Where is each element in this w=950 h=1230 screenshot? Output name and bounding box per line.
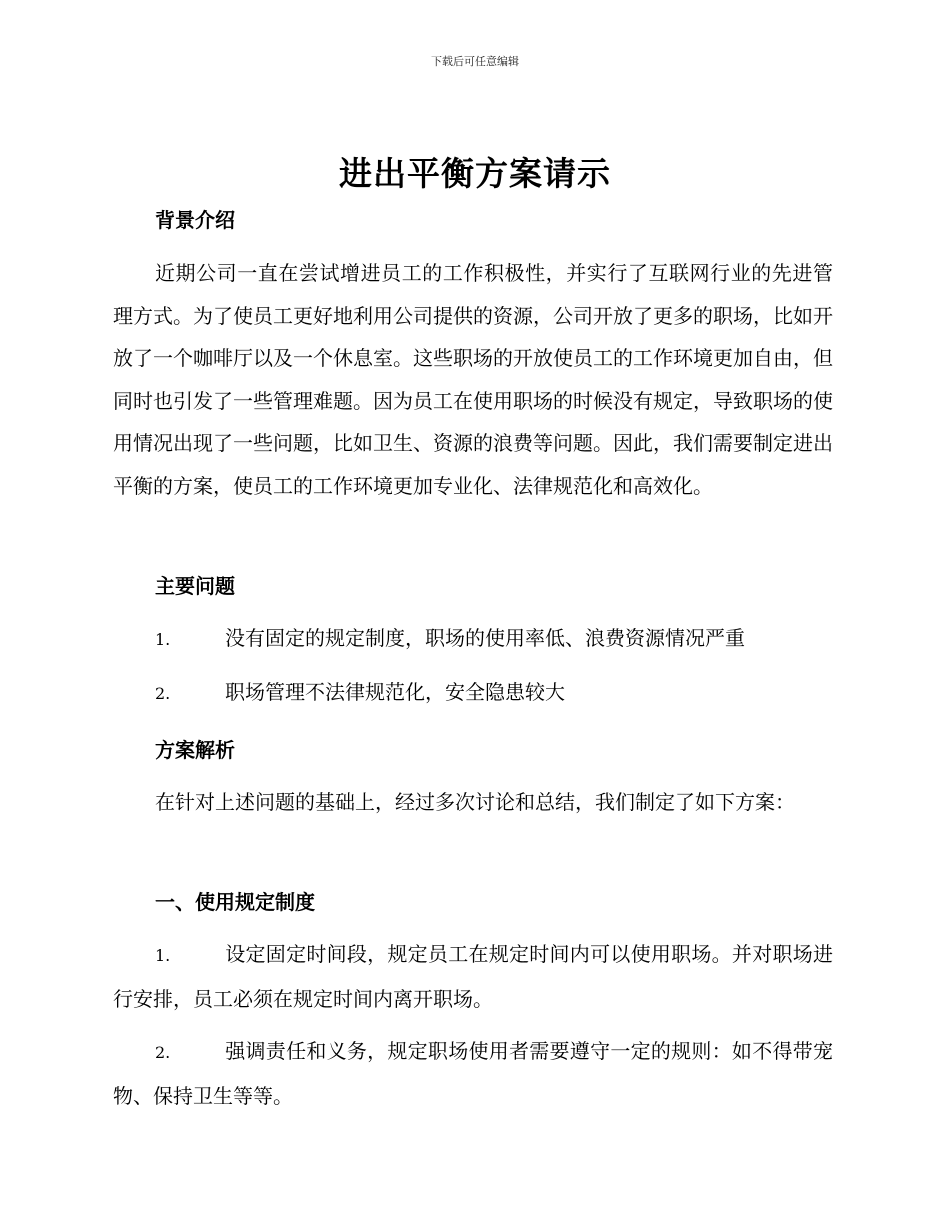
list-text: 没有固定的规定制度，职场的使用率低、浪费资源情况严重: [225, 626, 745, 650]
list-number: 1.: [155, 946, 171, 965]
heading-rules: 一、使用规定制度: [155, 890, 315, 914]
paragraph-background: 近期公司一直在尝试增进员工的工作积极性，并实行了互联网行业的先进管理方式。为了使员工更好地利用公司提供的资源，公司开放了更多的职场，比如开放了一个咖啡厅以及一个休息室。这些职场的开放使员工的工作环境更加自由，但同时也引发了一些管理难题。因为员工在使用职场的时候没有规定，导致职场的使用情况出现了一些问题，比如卫生、资源的浪费等问题。因此，我们需要制定进出平衡的方案，使员工的工作环境更加专业化、法律规范化和高效化。: [113, 261, 833, 498]
list-item-rule-1: [113, 933, 833, 1020]
list-number: 1.: [155, 630, 171, 649]
list-number: 2.: [155, 684, 171, 703]
list-item-problem-1: [113, 617, 833, 662]
heading-background: 背景介绍: [155, 208, 235, 232]
list-text: 设定固定时间段，规定员工在规定时间内可以使用职场。并对职场进行安排，员工必须在规定时间内离开职场。: [113, 942, 833, 1011]
document-title: 进出平衡方案请示: [339, 154, 611, 193]
list-item-rule-2: [113, 1030, 833, 1117]
list-text: 职场管理不法律规范化，安全隐患较大: [225, 680, 565, 704]
list-item-problem-2: [113, 671, 833, 716]
paragraph-analysis: 在针对上述问题的基础上，经过多次讨论和总结，我们制定了如下方案：: [155, 790, 795, 814]
list-number: 2.: [155, 1043, 171, 1062]
list-text: 强调责任和义务，规定职场使用者需要遵守一定的规则：如不得带宠物、保持卫生等等。: [113, 1039, 833, 1108]
heading-problems: 主要问题: [155, 574, 235, 598]
heading-analysis: 方案解析: [155, 738, 235, 762]
page-header-note: 下载后可任意编辑: [431, 55, 519, 68]
